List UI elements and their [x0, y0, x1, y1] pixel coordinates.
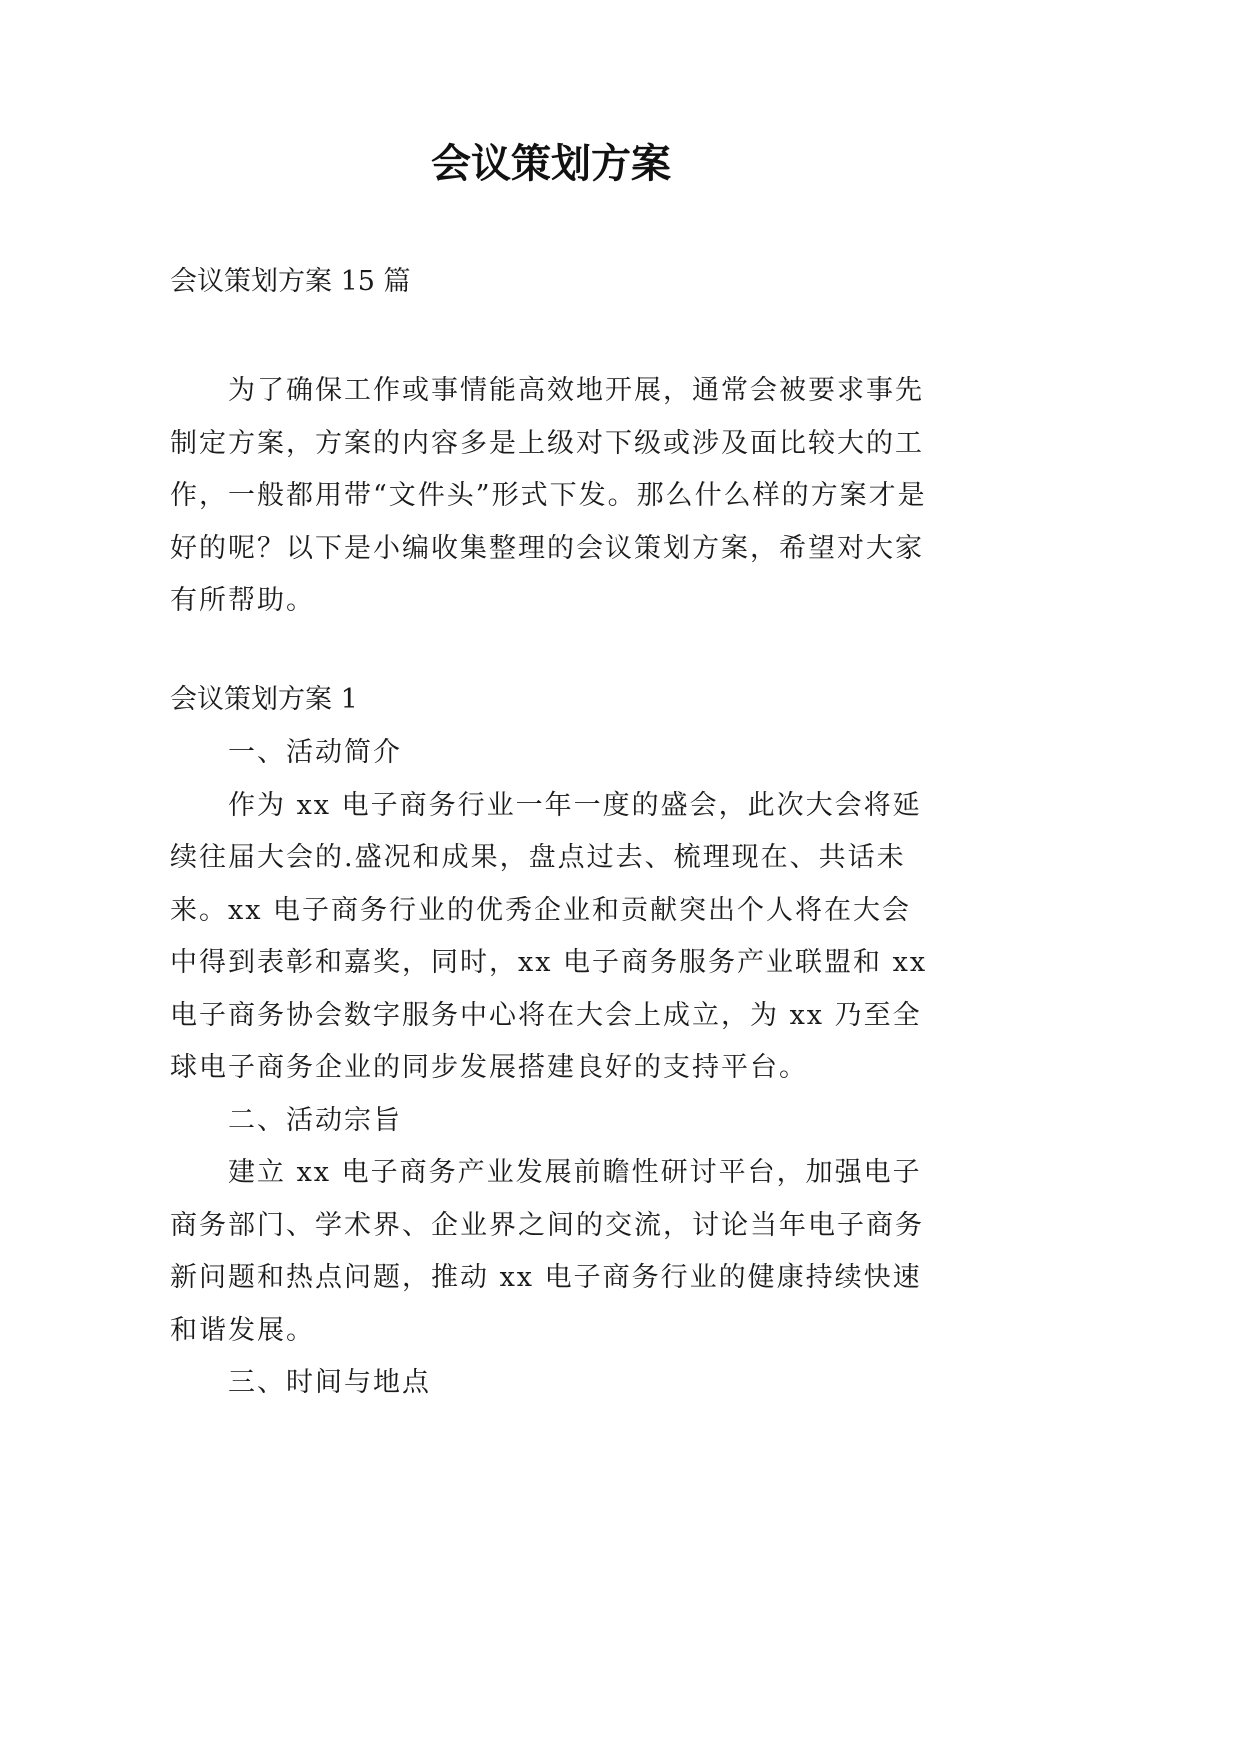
subsection-body-purpose: 建立 xx 电子商务产业发展前瞻性研讨平台，加强电子商务部门、学术界、企业界之间的交流，讨论当年电子商务新问题和热点问题，推动 xx 电子商务行业的健康持续快速和谐发展。 [170, 1157, 924, 1346]
subsection-heading-intro: 一、活动简介 [228, 737, 402, 768]
subsection-heading-time-place: 三、时间与地点 [228, 1367, 431, 1398]
intro-paragraph: 为了确保工作或事情能高效地开展，通常会被要求事先制定方案，方案的内容多是上级对下级或涉及面比较大的工作，一般都用带“文件头”形式下发。那么什么样的方案才是好的呢？以下是小编收集整理的会议策划方案，希望对大家有所帮助。 [170, 375, 927, 616]
subsection-heading-purpose: 二、活动宗旨 [228, 1104, 402, 1136]
subsection-body-intro: 作为 xx 电子商务行业一年一度的盛会，此次大会将延续往届大会的.盛况和成果，盘点过去、梳理现在、共话未来。xx 电子商务行业的优秀企业和贡献突出个人将在大会中得到表彰和嘉奖，同时，xx 电子商务服务产业联盟和 xx 电子商务协会数字服务中心将在大会上成立，为 xx 乃至全球电子商务企业的同步发展搭建良好的支持平台。 [170, 789, 928, 1083]
section-heading: 会议策划方案 1 [170, 684, 358, 715]
document-subtitle: 会议策划方案 15 篇 [170, 266, 411, 297]
document-title: 会议策划方案 [431, 141, 671, 187]
section-content [170, 727, 940, 1410]
